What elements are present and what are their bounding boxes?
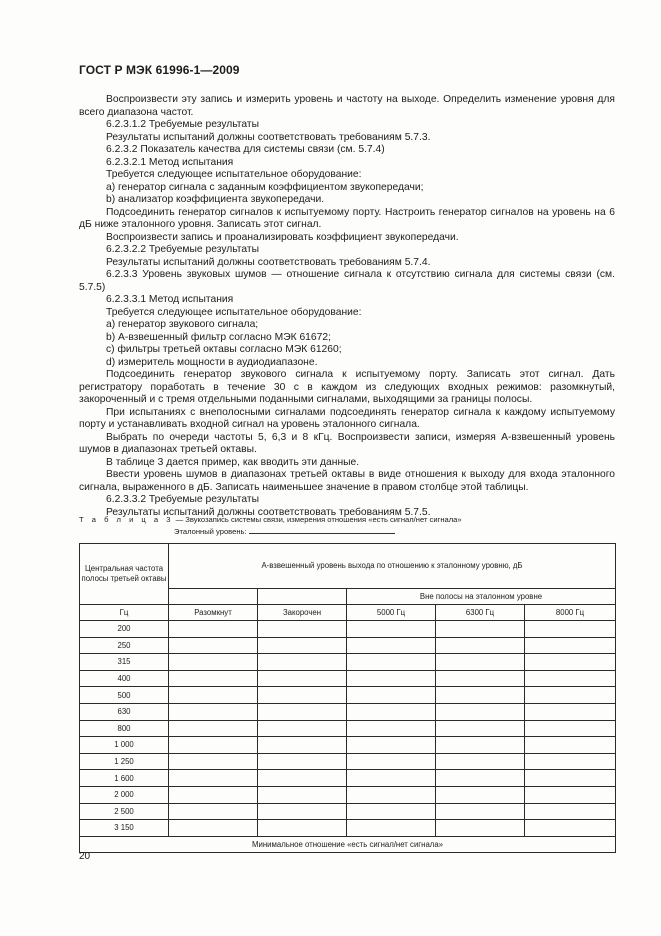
list-item: d) измеритель мощности в аудиодиапазоне.: [106, 356, 318, 368]
empty-value-cell: [169, 770, 258, 787]
table-row: [80, 720, 616, 737]
empty-value-cell: [169, 654, 258, 671]
subheader-8000: 8000 Гц: [525, 605, 616, 621]
empty-value-cell: [436, 770, 525, 787]
list-item: b) А-взвешенный фильтр согласно МЭК 61672;: [106, 331, 331, 343]
table-row: [80, 621, 616, 638]
frequency-cell: 1 250: [80, 753, 169, 770]
empty-value-cell: [169, 820, 258, 837]
table-row: [80, 770, 616, 787]
frequency-cell: 800: [80, 720, 169, 737]
table-title: — Звукозапись системы связи, измерения отношения «есть сигнал/нет сигнала»: [173, 515, 462, 524]
paragraph: Результаты испытаний должны соответствовать требованиям 5.7.5.: [106, 506, 431, 518]
empty-value-cell: [169, 737, 258, 754]
table-row: [80, 803, 616, 820]
empty-value-cell: [258, 770, 347, 787]
empty-value-cell: [436, 687, 525, 704]
empty-value-cell: [258, 687, 347, 704]
empty-value-cell: [169, 687, 258, 704]
empty-value-cell: [258, 720, 347, 737]
frequency-cell: 200: [80, 621, 169, 638]
table-label: Т а б л и ц а 3: [79, 515, 174, 524]
document-header: ГОСТ Р МЭК 61996-1—2009: [79, 63, 240, 77]
empty-value-cell: [525, 803, 616, 820]
frequency-cell: 2 000: [80, 786, 169, 803]
empty-value-cell: [525, 820, 616, 837]
document-body: [79, 94, 615, 519]
empty-value-cell: [169, 670, 258, 687]
unit-header: Гц: [80, 605, 169, 621]
empty-value-cell: [258, 820, 347, 837]
paragraph: Подсоединить генератор сигналов к испытуемому порту. Настроить генератор сигналов на уровень на 6 дБ ниже эталонного уровня. Записать этот сигнал.: [79, 206, 615, 230]
list-item: b) анализатор коэффициента звукопередачи.: [106, 194, 325, 205]
table-row: [80, 786, 616, 803]
empty-value-cell: [436, 820, 525, 837]
blank-header-cell: [258, 589, 347, 605]
section-heading: 6.2.3.3.1 Метод испытания: [106, 294, 234, 305]
empty-value-cell: [436, 753, 525, 770]
paragraph: Воспроизвести запись и проанализировать коэффициент звукопередачи.: [106, 231, 459, 243]
table-row: [80, 737, 616, 754]
paragraph: При испытаниях с внеполосными сигналами подсоединять генератор сигнала к каждому испытуемому порту и устанавливать входной сигнал на уровень эталонного сигнала.: [79, 406, 615, 430]
empty-value-cell: [347, 803, 436, 820]
paragraph: Требуется следующее испытательное оборудование:: [106, 169, 362, 180]
empty-value-cell: [347, 654, 436, 671]
empty-value-cell: [258, 654, 347, 671]
empty-value-cell: [436, 720, 525, 737]
section-heading: 6.2.3.2 Показатель качества для системы связи (см. 5.7.4): [106, 144, 385, 155]
frequency-cell: 400: [80, 670, 169, 687]
empty-value-cell: [258, 786, 347, 803]
empty-value-cell: [258, 753, 347, 770]
empty-value-cell: [347, 621, 436, 638]
page-number: 20: [79, 851, 91, 862]
empty-value-cell: [436, 637, 525, 654]
empty-value-cell: [525, 703, 616, 720]
paragraph: Результаты испытаний должны соответствовать требованиям 5.7.4.: [106, 256, 431, 268]
empty-value-cell: [436, 803, 525, 820]
empty-value-cell: [169, 720, 258, 737]
measurement-table: [79, 543, 616, 853]
empty-value-cell: [169, 621, 258, 638]
blank-header-cell: [169, 589, 258, 605]
table-row: [80, 753, 616, 770]
empty-value-cell: [436, 786, 525, 803]
frequency-cell: 315: [80, 654, 169, 671]
empty-value-cell: [347, 737, 436, 754]
main-column-header: А-взвешенный уровень выхода по отношению к эталонному уровню, дБ: [169, 544, 616, 589]
empty-value-cell: [525, 786, 616, 803]
empty-value-cell: [436, 703, 525, 720]
frequency-cell: 2 500: [80, 803, 169, 820]
empty-value-cell: [525, 637, 616, 654]
empty-value-cell: [525, 770, 616, 787]
empty-value-cell: [347, 703, 436, 720]
empty-value-cell: [169, 753, 258, 770]
section-heading: 6.2.3.2.2 Требуемые результаты: [106, 244, 260, 255]
empty-value-cell: [169, 803, 258, 820]
list-item: c) фильтры третьей октавы согласно МЭК 61260;: [106, 344, 342, 355]
empty-value-cell: [347, 720, 436, 737]
frequency-cell: 1 600: [80, 770, 169, 787]
frequency-cell: 500: [80, 687, 169, 704]
empty-value-cell: [436, 654, 525, 671]
table-row: [80, 637, 616, 654]
empty-value-cell: [525, 654, 616, 671]
empty-value-cell: [525, 737, 616, 754]
paragraph: В таблице 3 дается пример, как вводить эти данные.: [106, 456, 360, 468]
frequency-cell: 250: [80, 637, 169, 654]
paragraph: Результаты испытаний должны соответствовать требованиям 5.7.3.: [106, 131, 431, 143]
empty-value-cell: [525, 670, 616, 687]
frequency-cell: 3 150: [80, 820, 169, 837]
section-heading: 6.2.3.2.1 Метод испытания: [106, 156, 234, 168]
empty-value-cell: [347, 753, 436, 770]
empty-value-cell: [347, 687, 436, 704]
empty-value-cell: [169, 786, 258, 803]
paragraph: Ввести уровень шумов в диапазонах третьей октавы в виде отношения к выходу для входа эталонного сигнала, выраженного в дБ. Записать наименьшее значение в правом столбце этой таблицы.: [79, 469, 615, 493]
subheader-6300: 6300 Гц: [436, 605, 525, 621]
paragraph: Подсоединить генератор звукового сигнала к испытуемому порту. Записать этот сигнал. Дать регистратору поработать в течение 30 с в каждом из следующих входных режимов: разомкнутый, закороченный и с тремя отдельными поданными сигналами, выходящими за границы полосы.: [79, 369, 615, 405]
empty-value-cell: [347, 670, 436, 687]
frequency-cell: 1 000: [80, 737, 169, 754]
table-row: [80, 654, 616, 671]
empty-value-cell: [258, 637, 347, 654]
empty-value-cell: [436, 737, 525, 754]
footer-cell: Минимальное отношение «есть сигнал/нет сигнала»: [80, 836, 616, 852]
empty-value-cell: [436, 621, 525, 638]
empty-value-cell: [525, 687, 616, 704]
frequency-cell: 630: [80, 703, 169, 720]
list-item: a) генератор сигнала с заданным коэффициентом звукопередачи;: [106, 181, 424, 193]
list-item: a) генератор звукового сигнала;: [106, 319, 259, 330]
table-row: [80, 820, 616, 837]
section-heading: 6.2.3.3.2 Требуемые результаты: [106, 494, 260, 505]
table-row: [80, 687, 616, 704]
section-heading: 6.2.3.1.2 Требуемые результаты: [106, 119, 260, 130]
empty-value-cell: [258, 621, 347, 638]
table-row: [80, 670, 616, 687]
empty-value-cell: [525, 753, 616, 770]
empty-value-cell: [169, 703, 258, 720]
reference-level-label: Эталонный уровень:: [174, 527, 247, 536]
empty-value-cell: [258, 670, 347, 687]
empty-value-cell: [347, 820, 436, 837]
reference-level-blank: [249, 526, 395, 534]
outband-header: Вне полосы на эталонном уровне: [347, 589, 616, 605]
section-heading: 6.2.3.3 Уровень звуковых шумов — отношение сигнала к отсутствию сигнала для системы связи (см. 5.7.5): [79, 269, 615, 293]
subheader-shorted: Закорочен: [258, 605, 347, 621]
subheader-open: Разомкнут: [169, 605, 258, 621]
empty-value-cell: [525, 720, 616, 737]
subheader-5000: 5000 Гц: [347, 605, 436, 621]
empty-value-cell: [436, 670, 525, 687]
empty-value-cell: [347, 770, 436, 787]
empty-value-cell: [347, 637, 436, 654]
table-row: [80, 703, 616, 720]
paragraph: Требуется следующее испытательное оборудование:: [106, 306, 362, 318]
empty-value-cell: [347, 786, 436, 803]
empty-value-cell: [258, 803, 347, 820]
table-footer-row: [80, 836, 616, 852]
paragraph: Воспроизвести эту запись и измерить уровень и частоту на выходе. Определить изменение уровня для всего диапазона частот.: [79, 94, 615, 118]
empty-value-cell: [525, 621, 616, 638]
frequency-column-header: Центральная частота полосы третьей октавы: [80, 544, 169, 605]
paragraph: Выбрать по очереди частоты 5, 6,3 и 8 кГц. Воспроизвести записи, измеряя А-взвешенный уровень шумов в диапазонах третьей октавы.: [79, 431, 615, 455]
table-caption: [79, 514, 615, 538]
empty-value-cell: [258, 703, 347, 720]
empty-value-cell: [169, 637, 258, 654]
empty-value-cell: [258, 737, 347, 754]
